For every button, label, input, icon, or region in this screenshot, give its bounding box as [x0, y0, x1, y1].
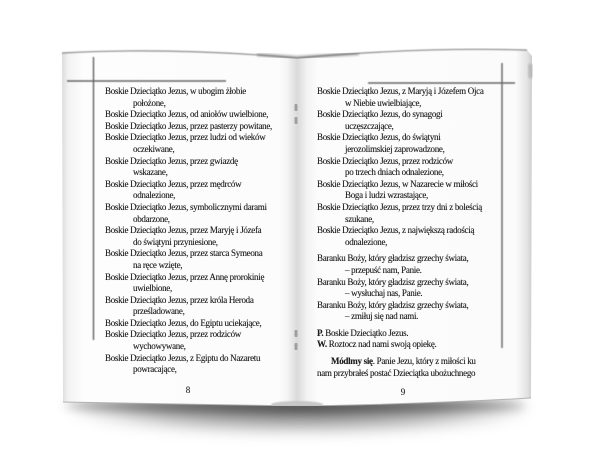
litany-line: położone,: [133, 97, 166, 108]
litany-line: Boskie Dzieciątko Jezus, przez pasterzy powitane,: [105, 120, 272, 131]
litany-line: – przepuść nam, Panie.: [345, 264, 422, 275]
litany-line: Boskie Dzieciątko Jezus, przez gwiazdę: [105, 155, 238, 166]
litany-line: Boskie Dzieciątko Jezus, do synagogi: [317, 109, 443, 120]
litany-line: Boskie Dzieciątko Jezus, przez ludzi od wieków: [105, 132, 266, 143]
litany-line: obdarzone,: [133, 213, 170, 224]
litany-line: Boskie Dzieciątko Jezus, z największą radością: [317, 225, 475, 236]
litany-line: Baranku Boży, który gładzisz grzechy świata,: [317, 276, 469, 287]
litany-line: wskazane,: [133, 167, 168, 178]
page-number-right: 9: [400, 387, 406, 397]
litany-line: Baranku Boży, który gładzisz grzechy świata,: [317, 299, 469, 310]
litany-line: Boskie Dzieciątko Jezus, przez starca Symeona: [105, 248, 263, 259]
litany-line: powracające,: [133, 364, 177, 375]
litany-line: do świątyni przyniesione,: [133, 236, 218, 247]
litany-line: Módlmy się. Panie Jezu, który z miłości ku: [331, 356, 476, 367]
litany-line: W. Roztocz nad nami swoją opiekę.: [317, 339, 437, 350]
litany-line: – wysłuchaj nas, Panie.: [345, 288, 423, 299]
page-number-left: 8: [185, 385, 191, 395]
litany-line: w Niebie uwielbiające,: [345, 97, 422, 108]
litany-line: Baranku Boży, który gładzisz grzechy świata,: [317, 253, 469, 264]
litany-line: Boskie Dzieciątko Jezus, w Nazarecie w miłości: [317, 178, 478, 189]
litany-line: oczekiwane,: [133, 143, 175, 154]
litany-line: Boskie Dzieciątko Jezus, do Egiptu uciekające,: [105, 317, 262, 328]
litany-line: po trzech dniach odnalezione,: [345, 167, 444, 178]
litany-line: Boskie Dzieciątko Jezus, przez mędrców: [105, 178, 242, 189]
litany-line: uczęszczające,: [345, 120, 394, 131]
litany-line: Boskie Dzieciątko Jezus, symbolicznymi darami: [105, 201, 267, 212]
litany-line: P. Boskie Dzieciątko Jezus.: [317, 327, 409, 338]
litany-line: na ręce wzięte,: [133, 259, 183, 270]
litany-line: nam przybrałeś postać Dzieciątka ubożuchnego: [317, 367, 476, 378]
litany-line: Boskie Dzieciątko Jezus, w ubogim żłobie: [105, 86, 246, 96]
litany-line: Boskie Dzieciątko Jezus, z Egiptu do Nazaretu: [105, 352, 261, 363]
litany-line: Boskie Dzieciątko Jezus, od aniołów uwielbione,: [105, 109, 269, 120]
litany-line: odnalezione,: [133, 190, 176, 201]
litany-line: – zmiłuj się nad nami.: [345, 311, 419, 322]
litany-line: Boskie Dzieciątko Jezus, przez Maryję i Józefa: [105, 225, 262, 236]
litany-line: Boskie Dzieciątko Jezus, z Maryją i Józefem Ojca: [317, 86, 484, 96]
page-corner-curl: [528, 64, 533, 78]
litany-line: Boskie Dzieciątko Jezus, przez trzy dni z boleścią: [317, 201, 482, 212]
litany-line: Boga i ludzi wzrastające,: [345, 190, 428, 201]
left-page-text: [105, 86, 297, 376]
litany-line: Boskie Dzieciątko Jezus, przez króla Heroda: [105, 294, 254, 305]
litany-line: Boskie Dzieciątko Jezus, przez rodziców: [317, 155, 453, 166]
litany-line: Boskie Dzieciątko Jezus, przez rodziców: [105, 329, 241, 340]
litany-line: odnalezione,: [345, 236, 388, 247]
litany-line: wychowywane,: [133, 341, 186, 352]
litany-line: Boskie Dzieciątko Jezus, przez Annę prorokinię: [105, 271, 265, 282]
litany-line: jerozolimskiej zaprowadzone,: [345, 143, 445, 154]
litany-line: uwielbione,: [133, 283, 172, 294]
right-page-text: [317, 86, 525, 379]
litany-line: szukane,: [345, 213, 374, 224]
open-book: [57, 46, 533, 406]
litany-line: prześladowane,: [133, 306, 185, 317]
litany-line: Boskie Dzieciątko Jezus, do świątyni: [317, 132, 441, 143]
